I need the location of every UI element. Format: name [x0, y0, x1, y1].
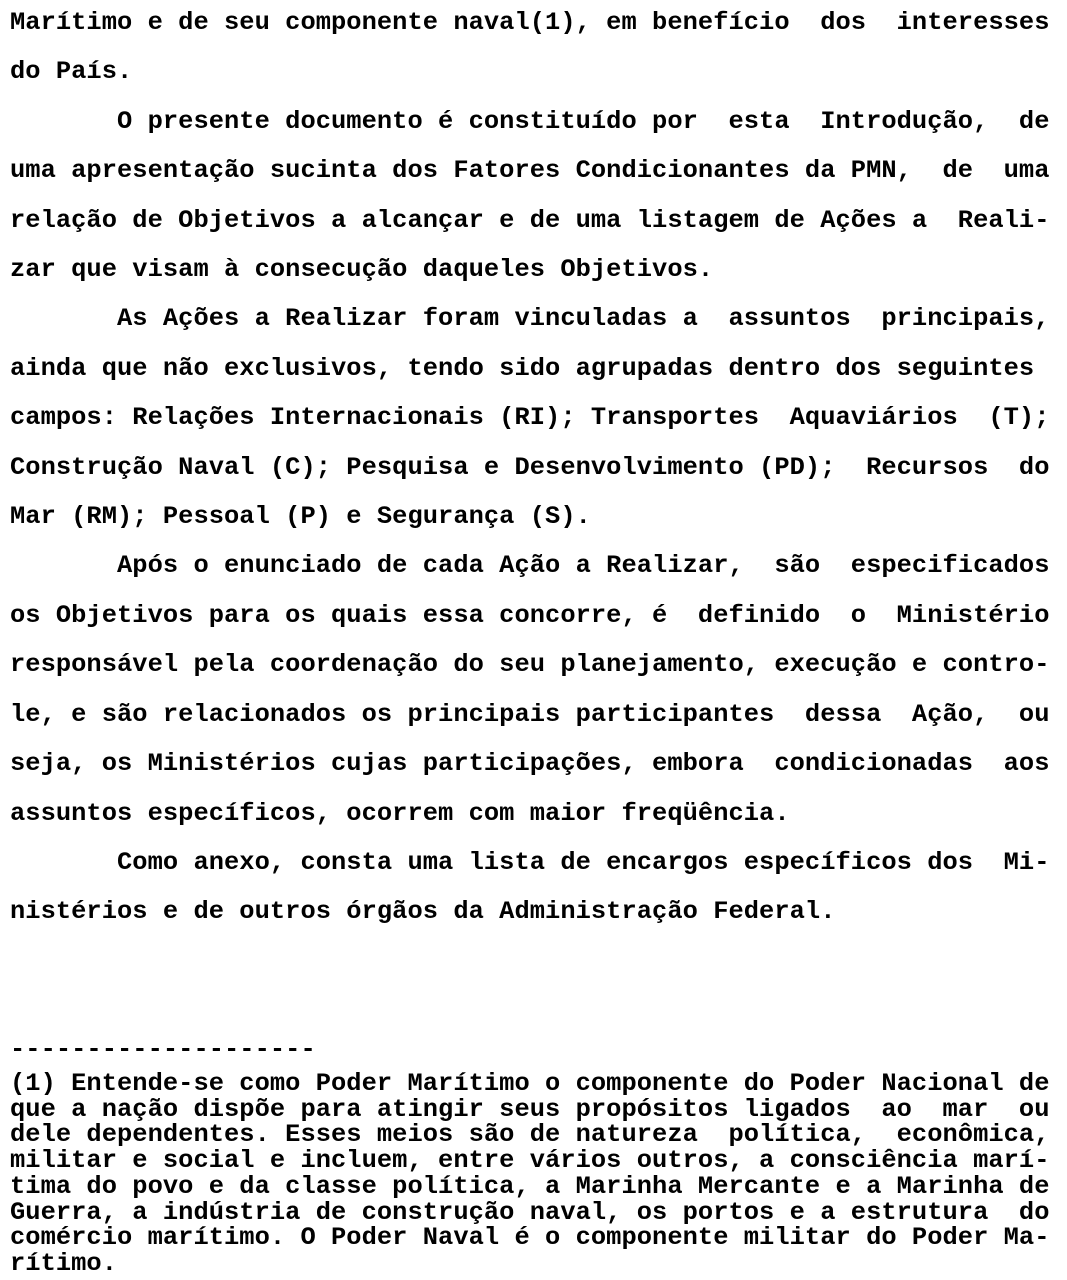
footnote-block	[10, 1071, 1067, 1277]
footnote-line: tima do povo e da classe política, a Marinha Mercante e a Marinha de	[10, 1171, 1050, 1201]
body-text-line: campos: Relações Internacionais (RI); Transportes Aquaviários (T);	[10, 403, 1050, 433]
body-text-line: Como anexo, consta uma lista de encargos específicos dos Mi-	[10, 847, 1050, 877]
body-text-line: assuntos específicos, ocorrem com maior freqüência.	[10, 798, 790, 828]
footnote-line: militar e social e incluem, entre vários outros, a consciência marí-	[10, 1146, 1050, 1176]
footnote-separator: --------------------	[10, 1035, 316, 1064]
body-text-line: zar que visam à consecução daqueles Objetivos.	[10, 255, 714, 285]
body-text-line: ainda que não exclusivos, tendo sido agrupadas dentro dos seguintes	[10, 353, 1035, 383]
footnote-line: dele dependentes. Esses meios são de natureza política, econômica,	[10, 1120, 1050, 1150]
body-text-line: Mar (RM); Pessoal (P) e Segurança (S).	[10, 502, 591, 532]
body-text-line: responsável pela coordenação do seu planejamento, execução e contro-	[10, 650, 1050, 680]
body-text-line: Marítimo e de seu componente naval(1), em benefício dos interesses	[10, 8, 1050, 37]
body-text-line: os Objetivos para os quais essa concorre, é definido o Ministério	[10, 600, 1050, 630]
footnote-line: comércio marítimo. O Poder Naval é o componente militar do Poder Ma-	[10, 1223, 1050, 1253]
footnote-line: (1) Entende-se como Poder Marítimo o componente do Poder Nacional de	[10, 1069, 1050, 1098]
footnote-line: rítimo.	[10, 1248, 118, 1278]
body-text-line: seja, os Ministérios cujas participações, embora condicionadas aos	[10, 749, 1050, 779]
body-text-line: do País.	[10, 57, 133, 87]
body-text-line: nistérios e de outros órgãos da Administração Federal.	[10, 897, 836, 927]
body-text-line: uma apresentação sucinta dos Fatores Condicionantes da PMN, de uma	[10, 156, 1050, 186]
body-text-line: As Ações a Realizar foram vinculadas a assuntos principais,	[10, 304, 1050, 334]
footnote-line: Guerra, a indústria de construção naval, os portos e a estrutura do	[10, 1197, 1050, 1227]
body-text-line: Construção Naval (C); Pesquisa e Desenvolvimento (PD); Recursos do	[10, 452, 1050, 482]
footnote-line: que a nação dispõe para atingir seus propósitos ligados ao mar ou	[10, 1094, 1050, 1124]
body-text-line: Após o enunciado de cada Ação a Realizar, são especificados	[10, 551, 1050, 581]
body-text-line: le, e são relacionados os principais participantes dessa Ação, ou	[10, 699, 1050, 729]
body-text-line: O presente documento é constituído por esta Introdução, de	[10, 106, 1050, 136]
document-body-text	[10, 0, 1067, 937]
body-text-line: relação de Objetivos a alcançar e de uma listagem de Ações a Reali-	[10, 205, 1050, 235]
